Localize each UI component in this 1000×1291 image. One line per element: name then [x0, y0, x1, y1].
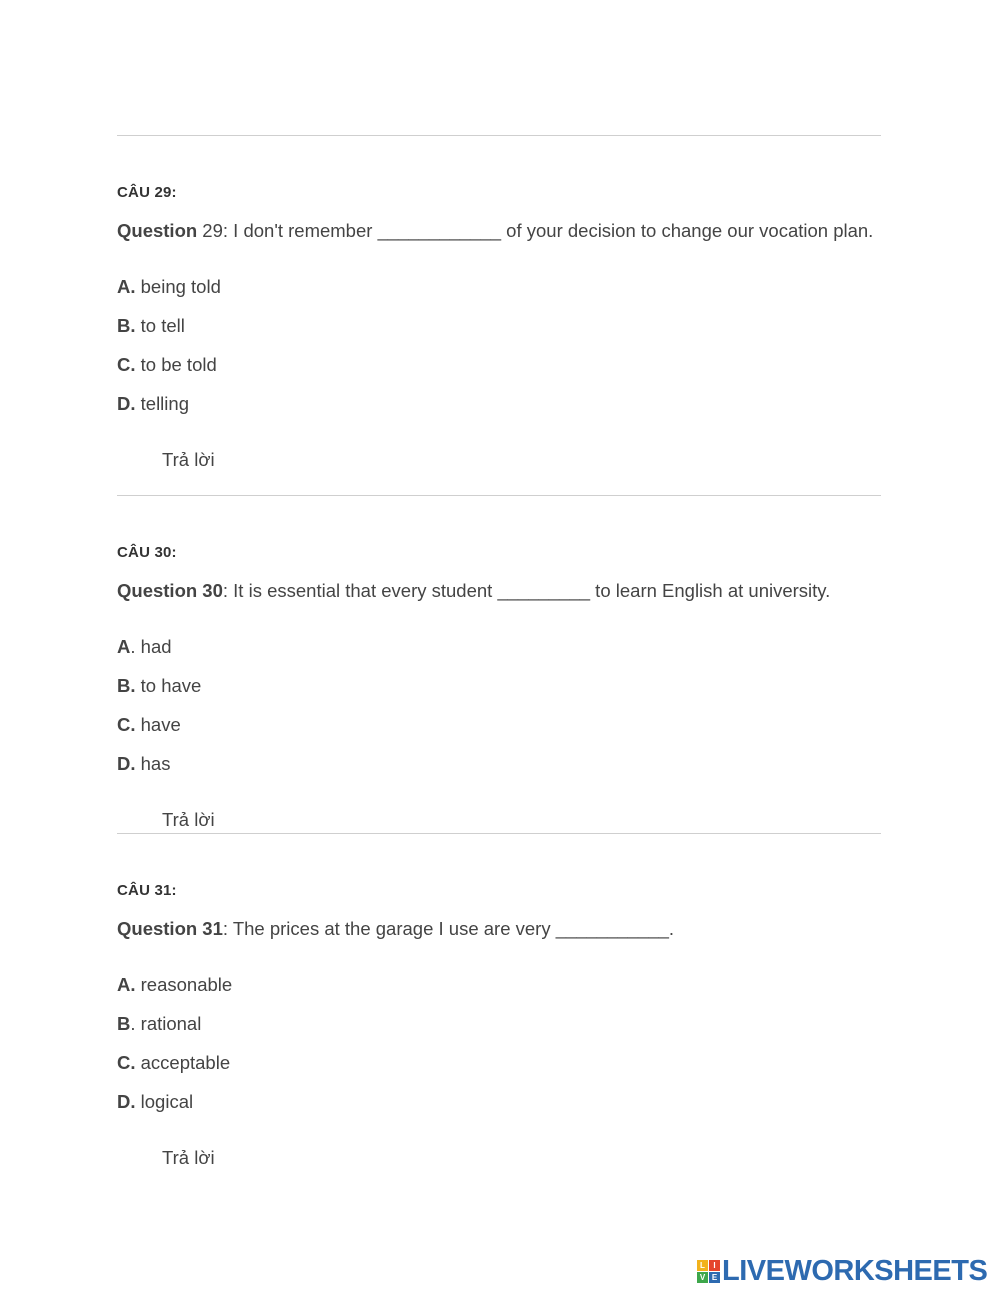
question-body: : The prices at the garage I use are very ___________.	[222, 918, 675, 939]
option-b: B. to have	[117, 675, 202, 696]
question-31	[117, 882, 881, 1169]
options-list	[117, 635, 881, 791]
question-body: 29: I don't remember ____________ of your decision to change our vocation plan.	[197, 220, 874, 241]
divider-top	[117, 135, 881, 136]
divider	[117, 833, 881, 834]
question-number: CÂU 31:	[117, 882, 177, 899]
option-d: D. has	[117, 753, 171, 774]
option-a: A. being told	[117, 276, 221, 297]
question-number: CÂU 29:	[117, 184, 177, 201]
divider	[117, 495, 881, 496]
option-d: D. telling	[117, 393, 189, 414]
option-b: B. rational	[117, 1013, 202, 1034]
logo-text: LIVEWORKSHEETS	[722, 1254, 988, 1287]
option-c: C. acceptable	[117, 1052, 231, 1073]
options-list	[117, 275, 881, 431]
question-30	[117, 544, 881, 831]
question-label: Question	[117, 220, 198, 241]
answer-field[interactable]: Trả lời	[162, 449, 215, 470]
question-text	[117, 579, 881, 602]
option-c: C. to be told	[117, 354, 217, 375]
answer-field[interactable]: Trả lời	[162, 1147, 215, 1168]
question-label: Question 31	[117, 918, 223, 939]
question-29	[117, 184, 881, 471]
option-b: B. to tell	[117, 315, 185, 336]
question-label: Question 30	[117, 580, 223, 601]
question-body: : It is essential that every student _________ to learn English at university.	[222, 580, 831, 601]
option-a: A. had	[117, 636, 172, 657]
option-a: A. reasonable	[117, 974, 233, 995]
answer-field[interactable]: Trả lời	[162, 809, 215, 830]
question-number: CÂU 30:	[117, 544, 177, 561]
option-d: D. logical	[117, 1091, 194, 1112]
question-text	[117, 219, 881, 242]
logo-mark-icon: L I V E	[697, 1260, 720, 1283]
options-list	[117, 973, 881, 1129]
question-text	[117, 917, 881, 940]
liveworksheets-logo	[697, 1256, 987, 1286]
option-c: C. have	[117, 714, 181, 735]
